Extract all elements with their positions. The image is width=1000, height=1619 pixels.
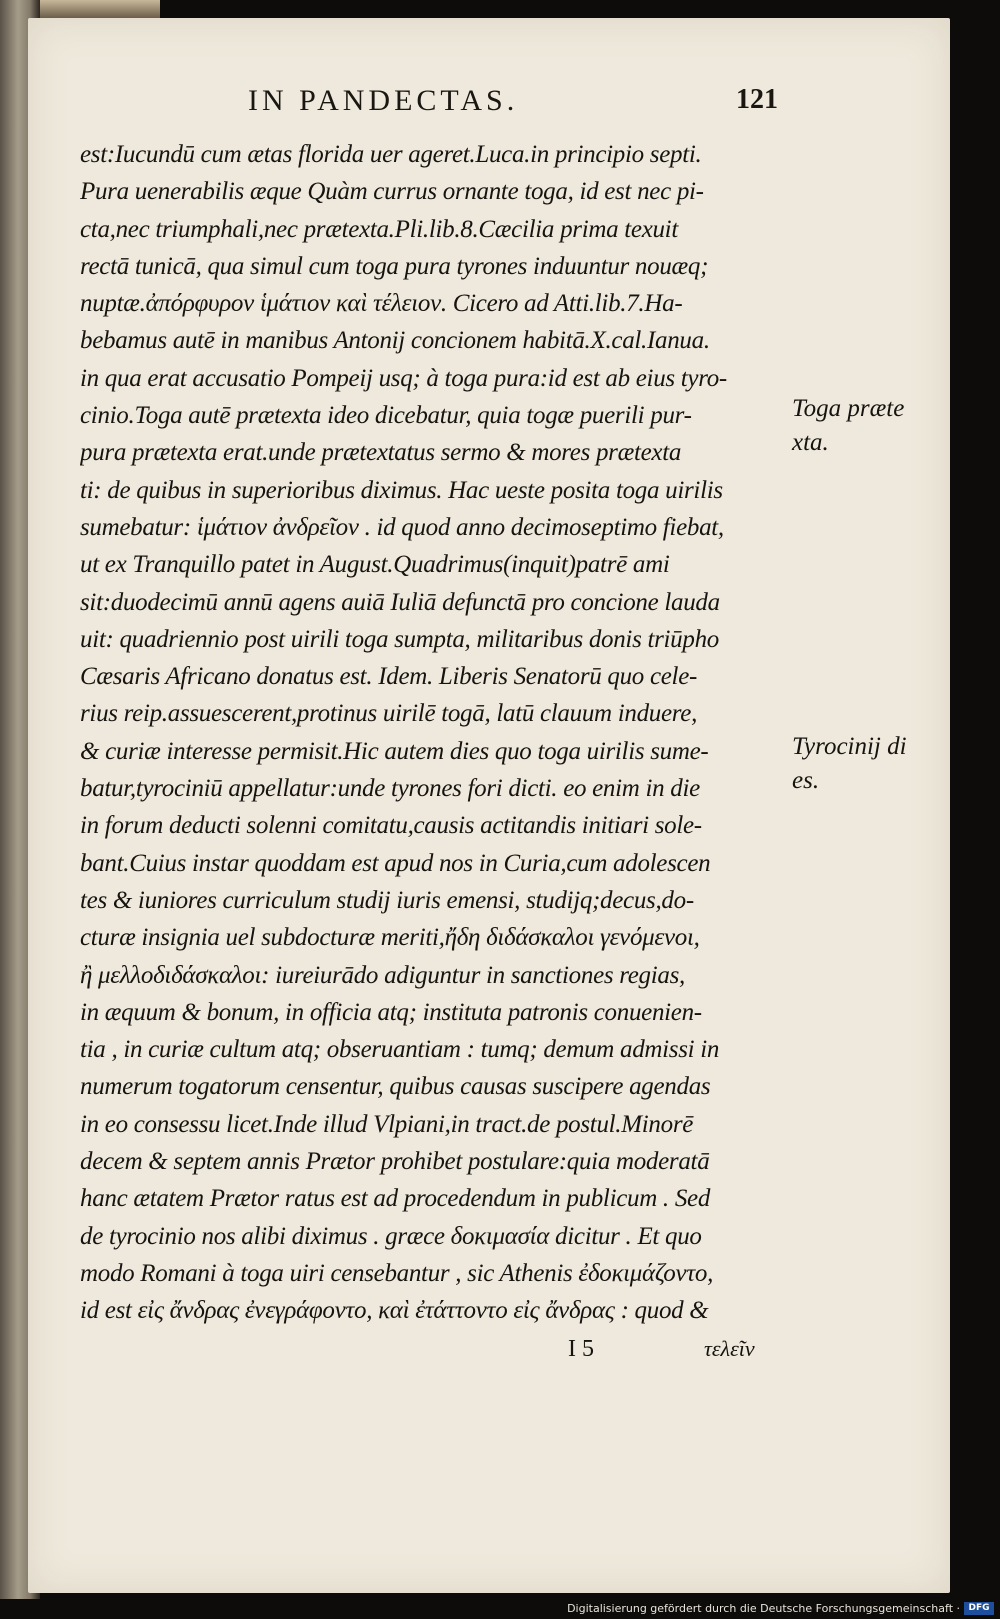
text-line: id est εἰς ἄνδρας ἐνεγράφοντο, καὶ ἐτάττοντο εἰς ἄνδρας : quod & xyxy=(80,1297,709,1325)
text-line: cta,nec triumphali,nec prætexta.Pli.lib.8.Cæcilia prima texuit xyxy=(80,215,678,243)
margin-note-line: Tyrocinij di xyxy=(792,733,907,760)
text-line: in eo consessu licet.Inde illud Vlpiani,in tract.de postul.Minorē xyxy=(80,1110,694,1138)
page-footer-line xyxy=(28,1336,950,1376)
body-text xyxy=(80,136,792,1330)
dfg-logo: DFG xyxy=(964,1602,994,1615)
text-line: hanc ætatem Prætor ratus est ad procedendum in publicum . Sed xyxy=(80,1185,711,1213)
text-line: numerum togatorum censentur, quibus causas suscipere agendas xyxy=(80,1073,711,1101)
text-line: bebamus autē in manibus Antonij concionem habitā.X.cal.Ianua. xyxy=(80,327,710,355)
text-line: in æquum & bonum, in officia atq; instituta patronis conuenien- xyxy=(80,998,702,1026)
text-line: decem & septem annis Prætor prohibet postulare:quia moderatā xyxy=(80,1148,710,1176)
text-line: Pura uenerabilis æque Quàm currus ornante toga, id est nec pi- xyxy=(80,178,704,206)
margin-note-line: xta. xyxy=(792,429,829,456)
running-head xyxy=(28,84,950,124)
margin-note-line: es. xyxy=(792,767,820,794)
book-page xyxy=(28,18,950,1593)
text-line: ti: de quibus in superioribus diximus. Hac ueste posita toga uirilis xyxy=(80,476,723,504)
text-line: ἢ μελλοδιδάσκαλοι: iureiurādo adiguntur in sanctiones regias, xyxy=(80,961,685,989)
text-line: pura prætexta erat.unde prætextatus sermo & mores prætexta xyxy=(80,439,682,467)
text-line: bant.Cuius instar quoddam est apud nos in Curia,cum adolescen xyxy=(80,849,711,877)
text-line: & curiæ interesse permisit.Hic autem dies quo toga uirilis sume- xyxy=(80,737,709,765)
text-line: rectā tunicā, qua simul cum toga pura tyrones induuntur nouæq; xyxy=(80,252,709,280)
text-line: in forum deducti solenni comitatu,causis actitandis initiari sole- xyxy=(80,812,702,840)
text-line: modo Romani à toga uiri censebantur , sic Athenis ἐδοκιμάζοντο, xyxy=(80,1259,714,1287)
text-line: batur,tyrociniū appellatur:unde tyrones fori dicti. eo enim in die xyxy=(80,775,700,803)
margin-note-toga-praetexta xyxy=(792,392,904,460)
digitization-credit: Digitalisierung gefördert durch die Deutsche Forschungsgemeinschaft · xyxy=(567,1602,960,1615)
text-line: ut ex Tranquillo patet in August.Quadrimus(inquit)patrē ami xyxy=(80,551,670,579)
text-line: rius reip.assuescerent,protinus uirilē togā, latū clauum induere, xyxy=(80,700,698,728)
digitization-footer xyxy=(0,1599,1000,1619)
text-line: in qua erat accusatio Pompeij usq; à toga pura:id est ab eius tyro- xyxy=(80,364,727,392)
catchword: τελεῖν xyxy=(704,1336,755,1361)
text-line: tia , in curiæ cultum atq; obseruantiam : tumq; demum admissi in xyxy=(80,1036,720,1064)
book-top-edge xyxy=(40,0,160,18)
signature-mark: I 5 xyxy=(568,1336,594,1362)
text-line: cturæ insignia uel subdocturæ meriti,ἤδη διδάσκαλοι γενόμενοι, xyxy=(80,924,700,952)
text-line: cinio.Toga autē prætexta ideo dicebatur, quia togæ puerili pur- xyxy=(80,402,692,430)
text-line: Cæsaris Africano donatus est. Idem. Liberis Senatorū quo cele- xyxy=(80,663,698,691)
page-title: IN PANDECTAS. xyxy=(248,84,519,117)
text-line: sit:duodecimū annū agens auiā Iuliā defunctā pro concione lauda xyxy=(80,588,720,616)
page-number: 121 xyxy=(736,84,778,115)
text-line: est:Iucundū cum ætas florida uer ageret.Luca.in principio septi. xyxy=(80,141,702,168)
margin-note-line: Toga præte xyxy=(792,395,905,422)
text-line: sumebatur: ἱμάτιον ἀνδρεῖον . id quod anno decimoseptimo fiebat, xyxy=(80,513,724,541)
text-line: nuptæ.ἀπόρφυρον ἱμάτιον καὶ τέλειον. Cicero ad Atti.lib.7.Ha- xyxy=(80,290,683,318)
margin-note-tyrocinij-dies xyxy=(792,730,907,798)
text-line: uit: quadriennio post uirili toga sumpta, militaribus donis triūpho xyxy=(80,625,719,653)
text-line: de tyrocinio nos alibi diximus . græce δοκιμασία dicitur . Et quo xyxy=(80,1222,702,1250)
text-line: tes & iuniores curriculum studij iuris emensi, studijq;decus,do- xyxy=(80,886,694,914)
